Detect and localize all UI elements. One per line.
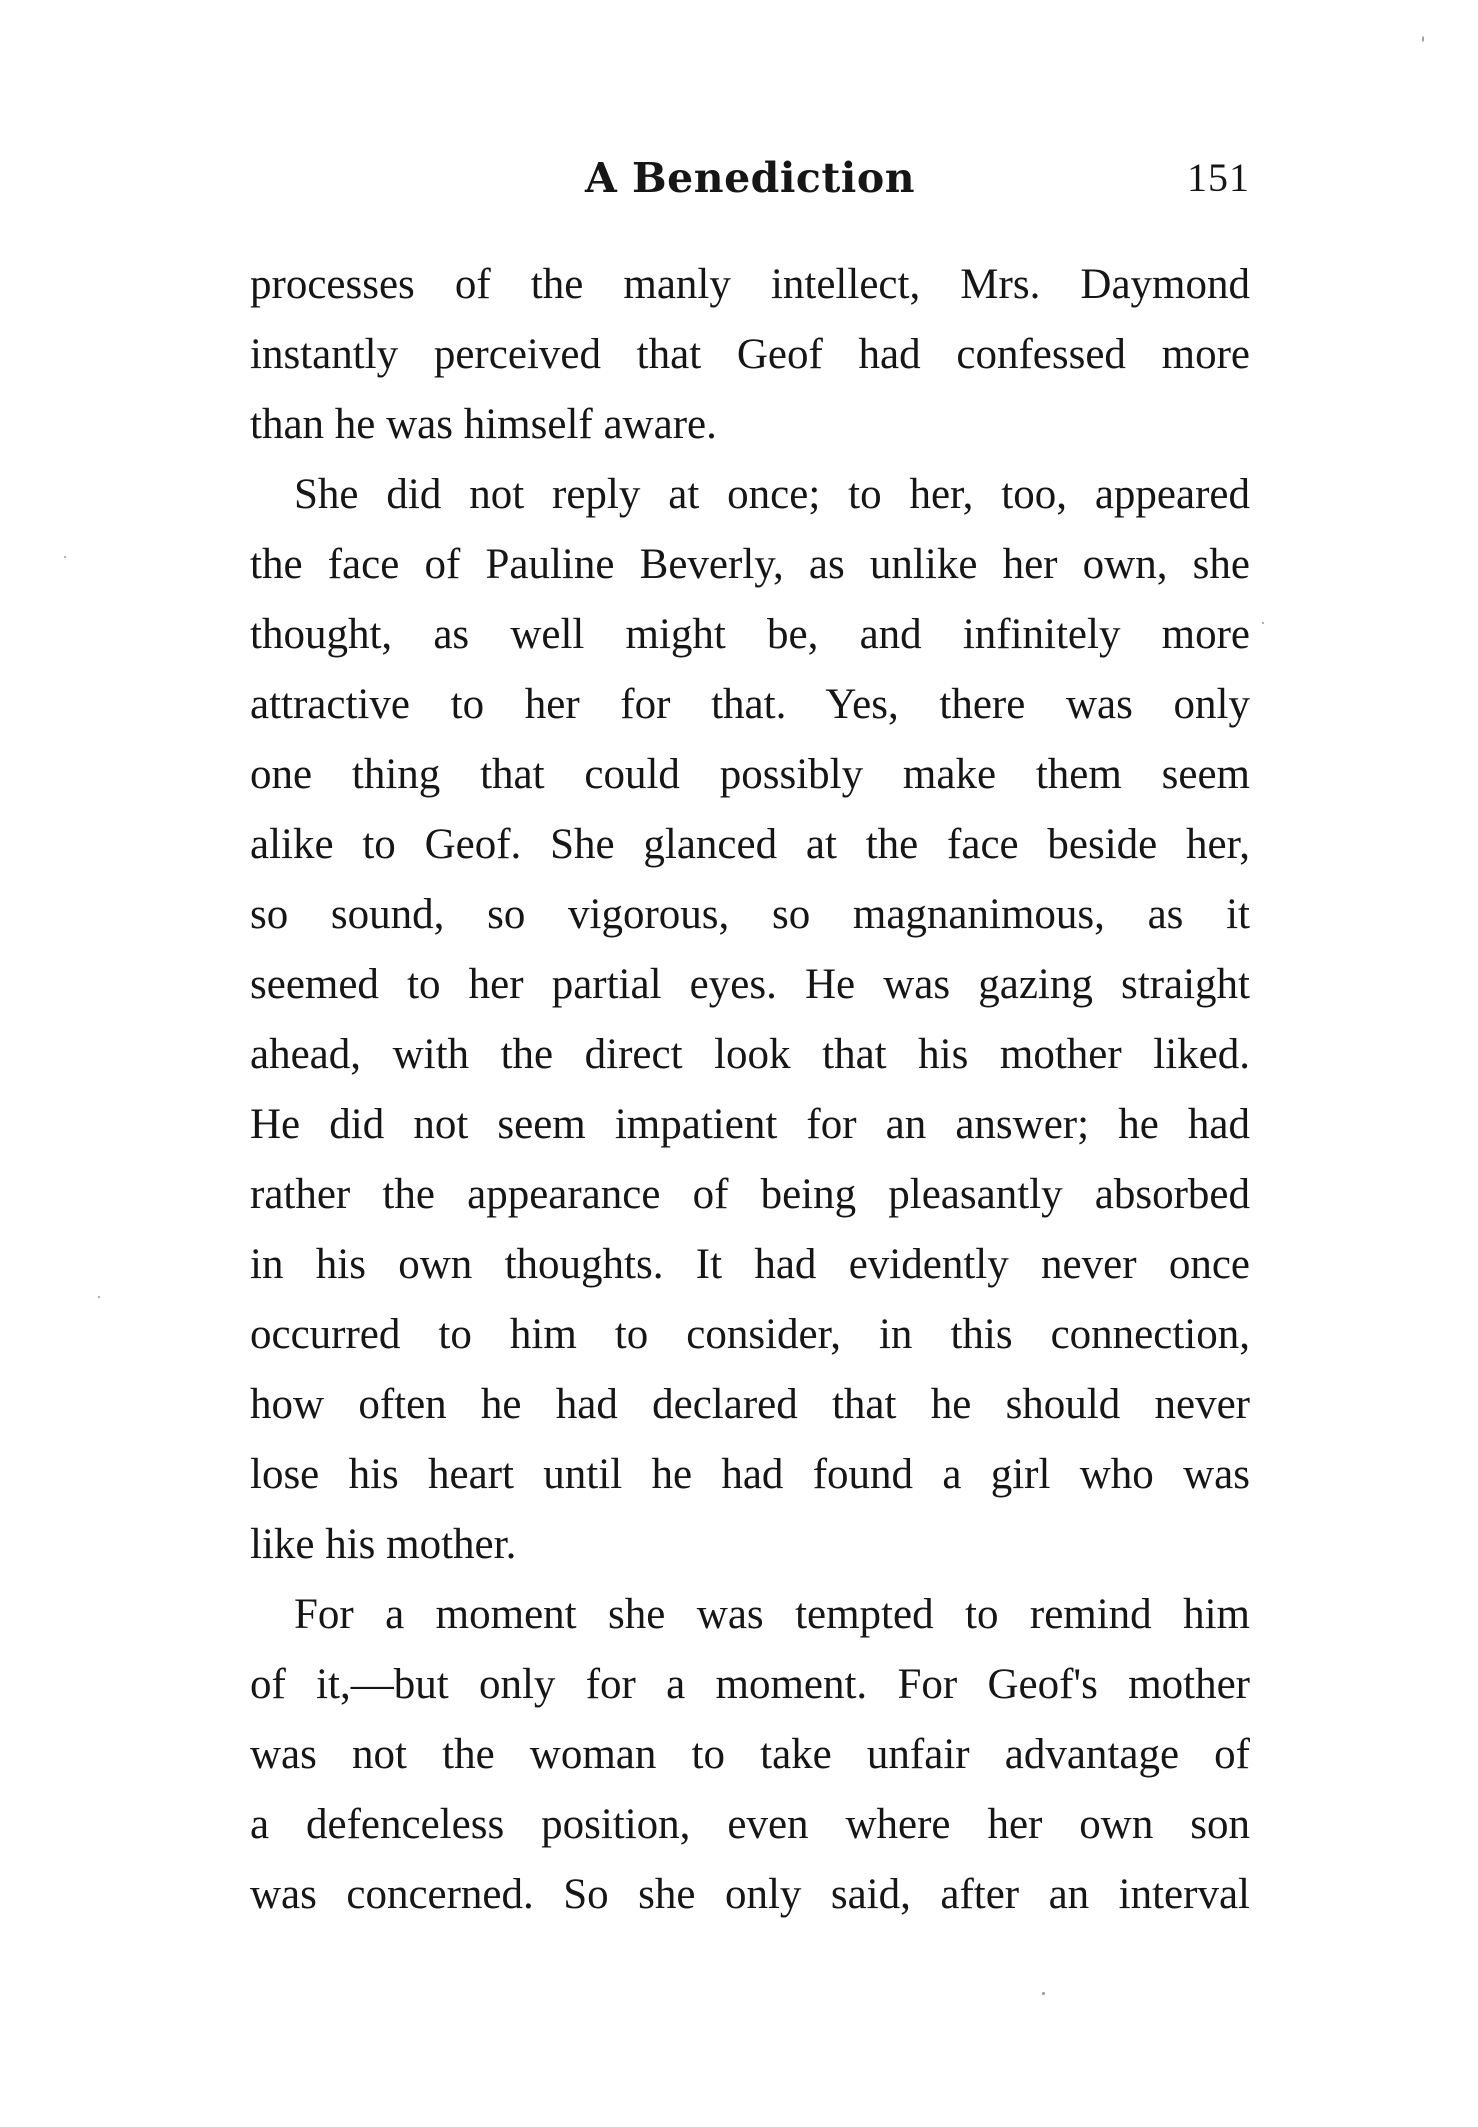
paper-speck (64, 556, 66, 558)
text-line: how often he had declared that he should never (250, 1381, 1250, 1428)
text-line: She did not reply at once; to her, too, appeared (294, 471, 1250, 518)
body-text (250, 250, 1250, 1930)
text-line: processes of the manly intellect, Mrs. Daymond (250, 261, 1250, 308)
text-line: of it,—but only for a moment. For Geof's mother (250, 1661, 1250, 1708)
page-number: 151 (1187, 155, 1250, 200)
text-line: like his mother. (250, 1521, 517, 1568)
text-line: so sound, so vigorous, so magnanimous, as it (250, 891, 1250, 938)
paper-speck (1262, 622, 1264, 624)
text-line: seemed to her partial eyes. He was gazing straight (250, 961, 1250, 1008)
text-line: attractive to her for that. Yes, there was only (250, 681, 1250, 728)
text-line: rather the appearance of being pleasantly absorbed (250, 1171, 1250, 1218)
text-line: a defenceless position, even where her own son (250, 1801, 1250, 1848)
text-line: For a moment she was tempted to remind him (294, 1591, 1250, 1638)
text-line: one thing that could possibly make them seem (250, 751, 1250, 798)
text-line: occurred to him to consider, in this connection, (250, 1311, 1250, 1358)
paper-speck (1042, 1992, 1045, 1995)
text-line: ahead, with the direct look that his mother liked. (250, 1031, 1250, 1078)
text-line: the face of Pauline Beverly, as unlike her own, she (250, 541, 1250, 588)
running-title: A Benediction (584, 154, 916, 202)
text-line: alike to Geof. She glanced at the face beside her, (250, 821, 1250, 868)
text-line: was concerned. So she only said, after an interval (250, 1871, 1250, 1918)
text-line: He did not seem impatient for an answer; he had (250, 1101, 1250, 1148)
paper-speck (98, 1296, 100, 1298)
text-line: in his own thoughts. It had evidently never once (250, 1241, 1250, 1288)
paper-speck (1422, 36, 1424, 42)
text-line: lose his heart until he had found a girl who was (250, 1451, 1250, 1498)
text-line: was not the woman to take unfair advantage of (250, 1731, 1250, 1778)
text-line: instantly perceived that Geof had confessed more (250, 331, 1250, 378)
running-head (250, 148, 1250, 208)
text-line: than he was himself aware. (250, 401, 717, 448)
text-line: thought, as well might be, and infinitely more (250, 611, 1250, 658)
